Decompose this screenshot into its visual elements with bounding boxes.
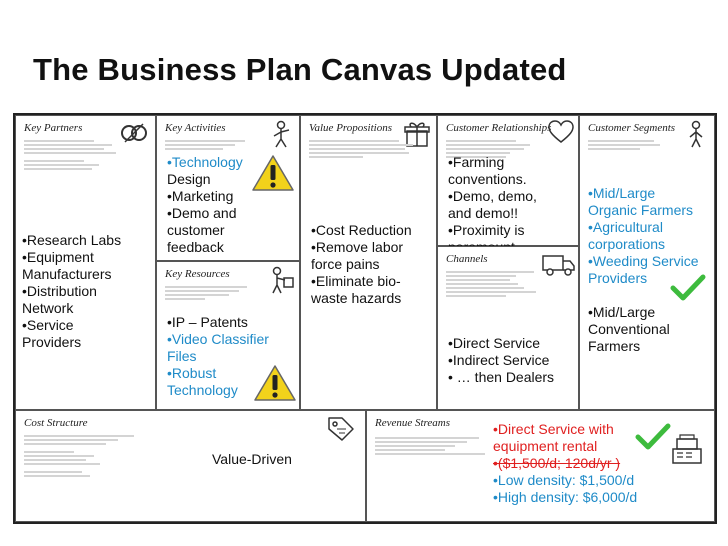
list-item: •High density: $6,000/d bbox=[493, 489, 638, 505]
list-item: •IP – Patents bbox=[167, 314, 248, 330]
checkmark-icon bbox=[670, 274, 706, 302]
key-partners-list bbox=[22, 232, 121, 351]
list-item: Providers bbox=[22, 334, 82, 350]
list-item: force pains bbox=[311, 256, 380, 272]
value-propositions-heading: Value Propositions bbox=[309, 122, 393, 134]
list-item: and demo!! bbox=[448, 205, 519, 221]
cost-structure-heading: Cost Structure bbox=[24, 417, 88, 429]
list-item: • … then Dealers bbox=[448, 369, 555, 385]
checkmark-icon bbox=[635, 423, 671, 451]
cost-structure-block bbox=[15, 410, 366, 522]
list-item: •Cost Reduction bbox=[311, 222, 412, 238]
list-item: •Research Labs bbox=[22, 232, 122, 248]
list-item: •Robust bbox=[167, 365, 217, 381]
list-item: Farmers bbox=[588, 338, 641, 354]
cost-structure-note: Value-Driven bbox=[212, 451, 292, 467]
list-item: conventions. bbox=[448, 171, 527, 187]
warning-icon bbox=[251, 154, 295, 192]
customer-segments-heading: Customer Segments bbox=[588, 122, 676, 134]
list-item: •Technology bbox=[167, 154, 243, 170]
list-item: •Service bbox=[22, 317, 74, 333]
customer-relationships-list bbox=[448, 154, 537, 256]
list-item: Manufacturers bbox=[22, 266, 112, 282]
list-item: •Mid/Large bbox=[588, 304, 656, 320]
channels-prompt-text bbox=[446, 269, 566, 299]
key-activities-heading: Key Activities bbox=[165, 122, 226, 134]
revenue-streams-heading: Revenue Streams bbox=[375, 417, 451, 429]
revenue-streams-prompt-text bbox=[375, 435, 495, 457]
key-resources-block bbox=[156, 261, 300, 410]
key-activities-block bbox=[156, 115, 300, 261]
list-item: corporations bbox=[588, 236, 666, 252]
channels-block bbox=[437, 246, 579, 410]
value-propositions-list bbox=[311, 222, 412, 307]
list-item: •Video Classifier bbox=[167, 331, 269, 347]
cost-structure-prompt-text bbox=[24, 433, 144, 479]
list-item: •Marketing bbox=[167, 188, 234, 204]
list-item: Files bbox=[167, 348, 197, 364]
list-item: Technology bbox=[167, 382, 238, 398]
channels-heading: Channels bbox=[446, 253, 488, 265]
key-partners-block bbox=[15, 115, 156, 410]
business-model-canvas bbox=[13, 113, 717, 524]
customer-segments-list bbox=[588, 185, 698, 355]
list-item: Conventional bbox=[588, 321, 670, 337]
warning-icon bbox=[253, 364, 297, 402]
list-item: •Eliminate bio- bbox=[311, 273, 401, 289]
list-item: •($1,500/d; 120d/yr ) bbox=[493, 455, 621, 471]
list-item: •Remove labor bbox=[311, 239, 404, 255]
list-item: •Direct Service bbox=[448, 335, 541, 351]
list-item: •Demo and bbox=[167, 205, 237, 221]
key-activities-prompt-text bbox=[165, 138, 285, 152]
revenue-streams-list bbox=[493, 421, 637, 506]
list-item: •Weeding Service bbox=[588, 253, 699, 269]
key-partners-heading: Key Partners bbox=[24, 122, 83, 134]
list-item: waste hazards bbox=[311, 290, 402, 306]
customer-relationships-heading: Customer Relationships bbox=[446, 122, 552, 134]
slide-title: The Business Plan Canvas Updated bbox=[33, 52, 567, 87]
list-item: Providers bbox=[588, 270, 648, 286]
price-tag-icon bbox=[326, 415, 356, 443]
list-item: Organic Farmers bbox=[588, 202, 694, 218]
value-propositions-block bbox=[300, 115, 437, 410]
list-item: •Low density: $1,500/d bbox=[493, 472, 635, 488]
list-item: feedback bbox=[167, 239, 224, 255]
list-item: •Proximity is bbox=[448, 222, 525, 238]
list-item: •Equipment bbox=[22, 249, 94, 265]
customer-segments-prompt-text bbox=[588, 138, 708, 152]
customer-segments-block bbox=[579, 115, 715, 410]
customer-relationships-block bbox=[437, 115, 579, 246]
revenue-streams-block bbox=[366, 410, 715, 522]
list-item: Network bbox=[22, 300, 74, 316]
list-item: •Distribution bbox=[22, 283, 97, 299]
value-propositions-prompt-text bbox=[309, 138, 429, 160]
list-item: customer bbox=[167, 222, 225, 238]
list-item: •Farming bbox=[448, 154, 505, 170]
key-activities-list bbox=[167, 154, 243, 256]
list-item: •Indirect Service bbox=[448, 352, 550, 368]
key-resources-prompt-text bbox=[165, 284, 285, 302]
list-item: •Direct Service with bbox=[493, 421, 614, 437]
list-item: •Demo, demo, bbox=[448, 188, 537, 204]
list-item: equipment rental bbox=[493, 438, 598, 454]
list-item: •Agricultural bbox=[588, 219, 663, 235]
key-partners-prompt-text bbox=[24, 138, 144, 172]
cash-register-icon bbox=[669, 433, 705, 467]
channels-list bbox=[448, 335, 554, 386]
list-item: Design bbox=[167, 171, 211, 187]
list-item: •Mid/Large bbox=[588, 185, 656, 201]
key-resources-heading: Key Resources bbox=[165, 268, 230, 280]
